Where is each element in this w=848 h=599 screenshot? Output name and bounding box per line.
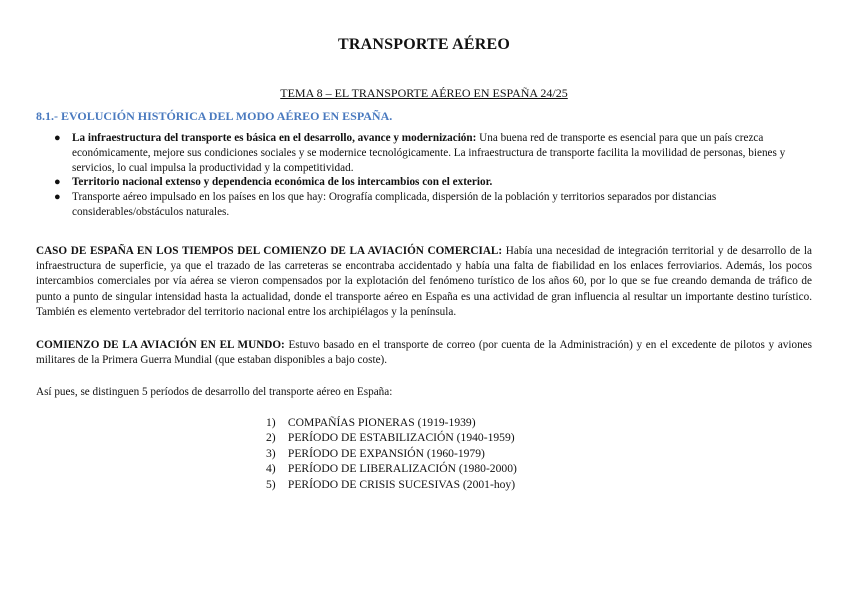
period-item bbox=[266, 430, 517, 445]
document-title: TRANSPORTE AÉREO bbox=[337, 36, 510, 53]
period-number: 4) bbox=[266, 462, 276, 476]
bullet-item bbox=[54, 131, 794, 175]
period-number: 2) bbox=[266, 431, 276, 445]
period-item bbox=[266, 415, 517, 430]
bullet-list bbox=[54, 131, 794, 220]
period-label: PERÍODO DE LIBERALIZACIÓN (1980-2000) bbox=[287, 462, 517, 476]
bullet-icon: ● bbox=[54, 191, 61, 204]
paragraph-spain bbox=[36, 244, 812, 320]
bullet-icon: ● bbox=[54, 176, 61, 189]
period-number: 5) bbox=[266, 477, 276, 491]
paragraph-world bbox=[36, 338, 812, 368]
paragraph-world-text: Estuvo basado en el transporte de correo (por cuenta de la Administración) y en el excedente de pilotos y aviones militares de la Primera Guerra Mundial (que estaban disponibles a bajo coste). bbox=[36, 339, 812, 367]
section-heading: 8.1.- EVOLUCIÓN HISTÓRICA DEL MODO AÉREO EN ESPAÑA. bbox=[36, 109, 393, 123]
period-number: 1) bbox=[266, 416, 276, 429]
paragraph-spain-heading: CASO DE ESPAÑA EN LOS TIEMPOS DEL COMIENZO DE LA AVIACIÓN COMERCIAL: bbox=[36, 245, 503, 257]
period-label: PERÍODO DE CRISIS SUCESIVAS (2001-hoy) bbox=[287, 477, 516, 491]
bullet-text: Una buena red de transporte es esencial para que un país crezca económicamente, mejore sus condiciones sociales y se modernice tecnológicamente. La infraestructura de transporte facilita la movilidad de personas, bienes y servicios, lo cual impulsa la productividad y la competitividad. bbox=[72, 132, 786, 174]
bullet-bold-text: La infraestructura del transporte es básica en el desarrollo, avance y modernización: bbox=[72, 132, 477, 144]
bullet-item bbox=[54, 190, 794, 220]
period-item bbox=[266, 477, 517, 492]
periods-intro: Así pues, se distinguen 5 períodos de desarrollo del transporte aéreo en España: bbox=[36, 386, 393, 398]
period-label: COMPAÑÍAS PIONERAS (1919-1939) bbox=[287, 416, 476, 429]
period-number: 3) bbox=[266, 446, 276, 460]
period-label: PERÍODO DE ESTABILIZACIÓN (1940-1959) bbox=[287, 431, 515, 445]
bullet-text: Transporte aéreo impulsado en los países en los que hay: Orografía complicada, dispersión de la población y territorios separados por distancias considerables/obstáculos naturales. bbox=[72, 191, 717, 218]
document-subtitle: TEMA 8 – EL TRANSPORTE AÉREO EN ESPAÑA 24/25 bbox=[280, 86, 568, 100]
period-item bbox=[266, 446, 517, 461]
period-item bbox=[266, 461, 517, 476]
bullet-bold-text: Territorio nacional extenso y dependencia económica de los intercambios con el exterior. bbox=[72, 176, 493, 189]
paragraph-spain-text: Había una necesidad de integración territorial y de desarrollo de la infraestructura de superficie, ya que el trazado de las carreteras se encontraba accidentado y había una falta de fiabilidad en los enlaces ferroviarios. Además, los pocos intercambios comerciales por vía aérea se vieron compensados por la explotación del fenómeno turístico de los años 60, por lo que se fue creando demanda de tráfico de punto a punto de singular intensidad hasta la actualidad, donde el transporte aéreo en España es una actividad de gran influencia al resultar un importante destino turístico. También es elemento vertebrador del territorio nacional entre los archipiélagos y la península. bbox=[36, 245, 812, 318]
bullet-item bbox=[54, 175, 794, 190]
periods-list bbox=[266, 415, 517, 492]
bullet-icon: ● bbox=[54, 132, 61, 144]
paragraph-world-heading: COMIENZO DE LA AVIACIÓN EN EL MUNDO: bbox=[36, 339, 285, 351]
period-label: PERÍODO DE EXPANSIÓN (1960-1979) bbox=[287, 446, 485, 460]
